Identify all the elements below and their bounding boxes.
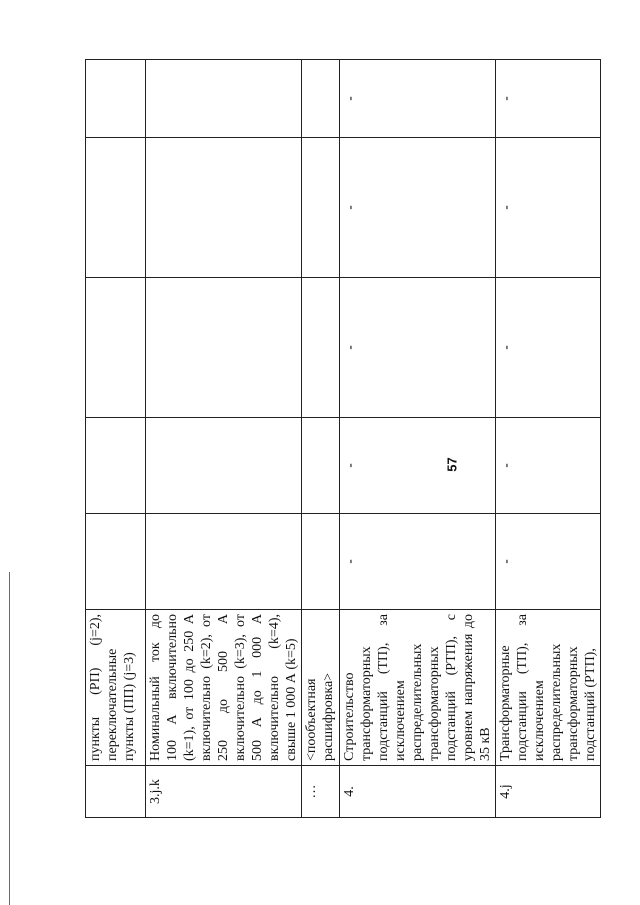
value-cell — [302, 60, 340, 138]
value-cell — [302, 514, 340, 610]
value-cell — [146, 138, 302, 278]
table-row — [302, 60, 340, 818]
table-row — [146, 60, 302, 818]
page-number-text: 57 — [444, 456, 460, 472]
value-cell — [86, 418, 146, 514]
value-cell: - — [340, 418, 496, 514]
value-cell — [146, 418, 302, 514]
value-cell: - — [496, 278, 601, 418]
row-number: 4.j — [496, 766, 601, 818]
table-row — [496, 60, 601, 818]
value-cell: - — [496, 138, 601, 278]
value-cell: - — [340, 60, 496, 138]
value-cell: - — [340, 138, 496, 278]
value-cell: - — [496, 418, 601, 514]
value-cell — [86, 278, 146, 418]
value-cell: - — [340, 278, 496, 418]
value-cell — [146, 60, 302, 138]
row-description: пункты (РП) (j=2), переключательные пункты (ПП) (j=3) — [86, 610, 146, 766]
table-row — [86, 60, 146, 818]
value-cell: - — [496, 514, 601, 610]
value-cell — [86, 514, 146, 610]
value-cell — [302, 418, 340, 514]
row-number: 3.j.k — [146, 766, 302, 818]
value-cell: - — [340, 514, 496, 610]
value-cell — [86, 138, 146, 278]
row-description: Трансформаторные подстанции (ТП), за исключением распределительных трансформаторных подстанций (РТП), — [496, 610, 601, 766]
value-cell — [146, 278, 302, 418]
row-description: <пообъектная расшифровка> — [302, 610, 340, 766]
data-table — [85, 59, 601, 818]
row-number — [86, 766, 146, 818]
table-row — [340, 60, 496, 818]
value-cell — [302, 138, 340, 278]
value-cell: - — [496, 60, 601, 138]
row-number: 4. — [340, 766, 496, 818]
row-number: … — [302, 766, 340, 818]
value-cell — [302, 278, 340, 418]
value-cell — [86, 60, 146, 138]
rotated-table-sheet — [85, 60, 598, 818]
value-cell — [146, 514, 302, 610]
row-description: Строительство трансформаторных подстанций (ТП), за исключением распределительных трансформаторных подстанций (РТП), с уровнем напряжения до 35 кВ — [340, 610, 496, 766]
row-description: Номинальный ток до 100 А включительно (k=1), от 100 до 250 А включительно (k=2), от 250 до 500 А включительно (k=3), от 500 А до 1 000 А включительно (k=4), свыше 1 000 А (k=5) — [146, 610, 302, 766]
scan-edge-line — [9, 572, 10, 905]
